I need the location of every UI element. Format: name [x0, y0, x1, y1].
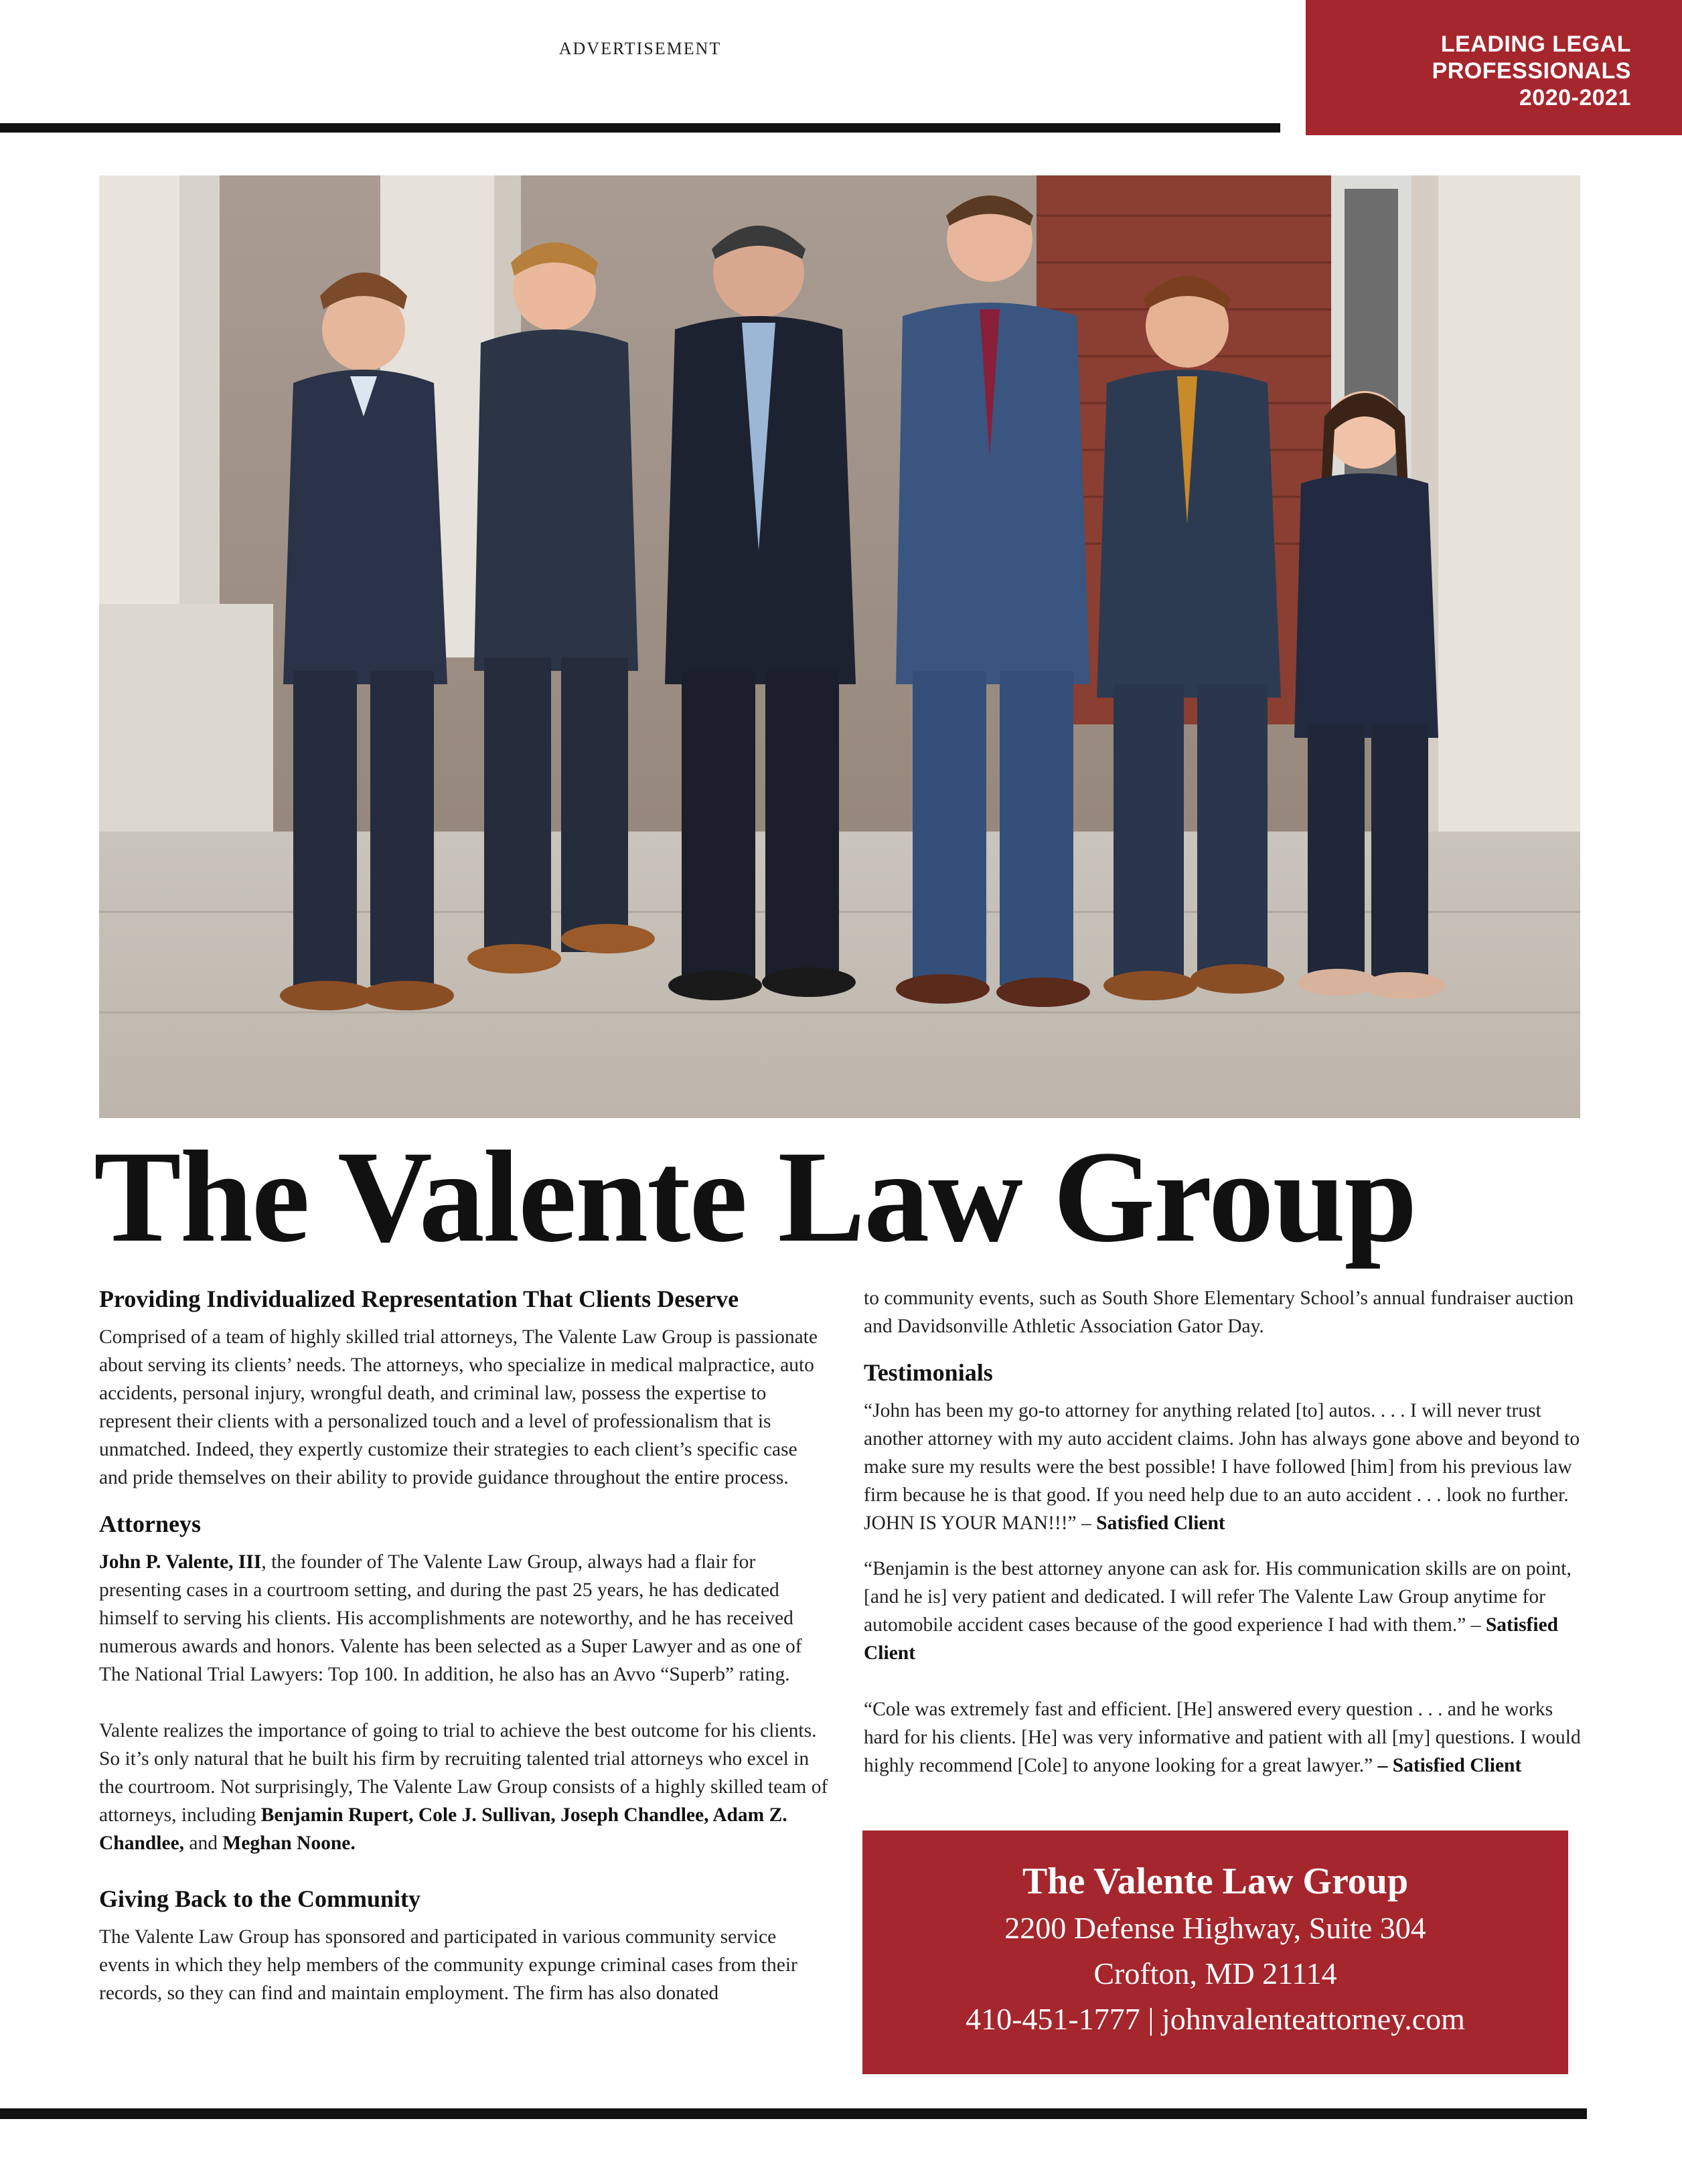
contact-box	[862, 1830, 1568, 2074]
testimonial-source: Satisfied Client	[864, 1614, 1559, 1664]
leading-legal-badge	[1306, 0, 1682, 135]
page-title: The Valente Law Group	[94, 1124, 1416, 1269]
team-photo	[99, 175, 1580, 1118]
founder-text: , the founder of The Valente Law Group, always had a flair for presenting cases in a courtroom setting, and during the past 25 years, he has dedicated himself to serving his clients. His accomplishments are noteworthy, and he has received numerous awards and honors. Valente has been selected as a Super Lawyer and as one of The National Trial Lawyers: Top 100. In addition, he also has an Avvo “Superb” rating.	[99, 1551, 802, 1685]
attorneys-heading: Attorneys	[99, 1510, 201, 1537]
intro-paragraph: Comprised of a team of highly skilled trial attorneys, The Valente Law Group is passionate about serving its clients’ needs. The attorneys, who specialize in medical malpractice, auto accidents, personal injury, wrongful death, and criminal law, possess the expertise to represent their clients with a personalized touch and a level of professionalism that is unmatched. Indeed, they expertly customize their strategies to each client’s specific case and pride themselves on their ability to provide guidance throughout the entire process.	[99, 1326, 818, 1488]
contact-address-line-1: 2200 Defense Highway, Suite 304	[1004, 1911, 1426, 1945]
badge-line-3: 2020-2021	[1519, 85, 1631, 110]
intro-heading: Providing Individualized Representation That Clients Deserve	[99, 1285, 739, 1312]
testimonial-quote: “Cole was extremely fast and efficient. [He] answered every question . . . and he works hard for his clients. [He] was very informative and patient with all [my] questions. I would highly recommend [Cole] to anyone looking for a great lawyer.”	[864, 1699, 1581, 1776]
community-heading: Giving Back to the Community	[99, 1885, 421, 1912]
testimonial-source: – Satisfied Client	[1377, 1755, 1522, 1776]
trial-text: Valente realizes the importance of going to trial to achieve the best outcome for his clients. So it’s only natural that he built his firm by recruiting talented trial attorneys who excel in the courtroom. Not surprisingly, The Valente Law Group consists of a highly skilled team of attorneys, including	[99, 1720, 828, 1826]
team-photo-illustration	[99, 175, 1580, 1118]
team-names: Benjamin Rupert, Cole J. Sullivan, Joseph Chandlee, Adam Z. Chandlee,	[99, 1804, 787, 1854]
testimonials-heading: Testimonials	[864, 1359, 993, 1386]
founder-paragraph	[99, 1548, 830, 1689]
testimonial-1	[864, 1397, 1587, 1537]
founder-name: John P. Valente, III	[99, 1551, 262, 1573]
bottom-divider	[0, 2108, 1587, 2119]
contact-phone-website: 410-451-1777 | johnvalenteattorney.com	[966, 2002, 1465, 2036]
top-divider	[0, 123, 1280, 133]
right-column	[864, 1284, 1587, 1780]
testimonial-3	[864, 1695, 1587, 1780]
testimonial-2	[864, 1555, 1587, 1667]
last-attorney-name: Meghan Noone.	[222, 1832, 356, 1854]
team-and: and	[184, 1832, 223, 1854]
testimonial-source: Satisfied Client	[1096, 1512, 1225, 1534]
advertisement-label: ADVERTISEMENT	[558, 39, 722, 58]
community-paragraph: The Valente Law Group has sponsored and participated in various community service events in which they help members of the community expunge criminal cases from their records, so they can find and maintain employment. The firm has also donated	[99, 1926, 797, 2004]
badge-line-1: LEADING LEGAL	[1440, 31, 1631, 57]
community-continued: to community events, such as South Shore Elementary School’s annual fundraiser auction and Davidsonville Athletic Association Gator Day.	[864, 1288, 1574, 1337]
trial-paragraph	[99, 1717, 830, 1857]
testimonial-quote: “John has been my go-to attorney for anything related [to] autos. . . . I will never trust another attorney with my auto accident claims. John has always gone above and beyond to make sure my results were the best possible! I have followed [him] from his previous law firm because he is that good. If you need help due to an auto accident . . . look no further. JOHN IS YOUR MAN!!!” –	[864, 1400, 1580, 1534]
testimonial-quote: “Benjamin is the best attorney anyone can ask for. His communication skills are on point, [and he is] very patient and dedicated. I will refer The Valente Law Group anytime for automobile accident cases because of the good experience I had with them.” –	[864, 1558, 1572, 1636]
left-column	[99, 1284, 830, 2007]
badge-line-2: PROFESSIONALS	[1432, 58, 1631, 84]
contact-firm-name: The Valente Law Group	[1022, 1861, 1409, 1902]
contact-address-line-2: Crofton, MD 21114	[1093, 1956, 1337, 1991]
